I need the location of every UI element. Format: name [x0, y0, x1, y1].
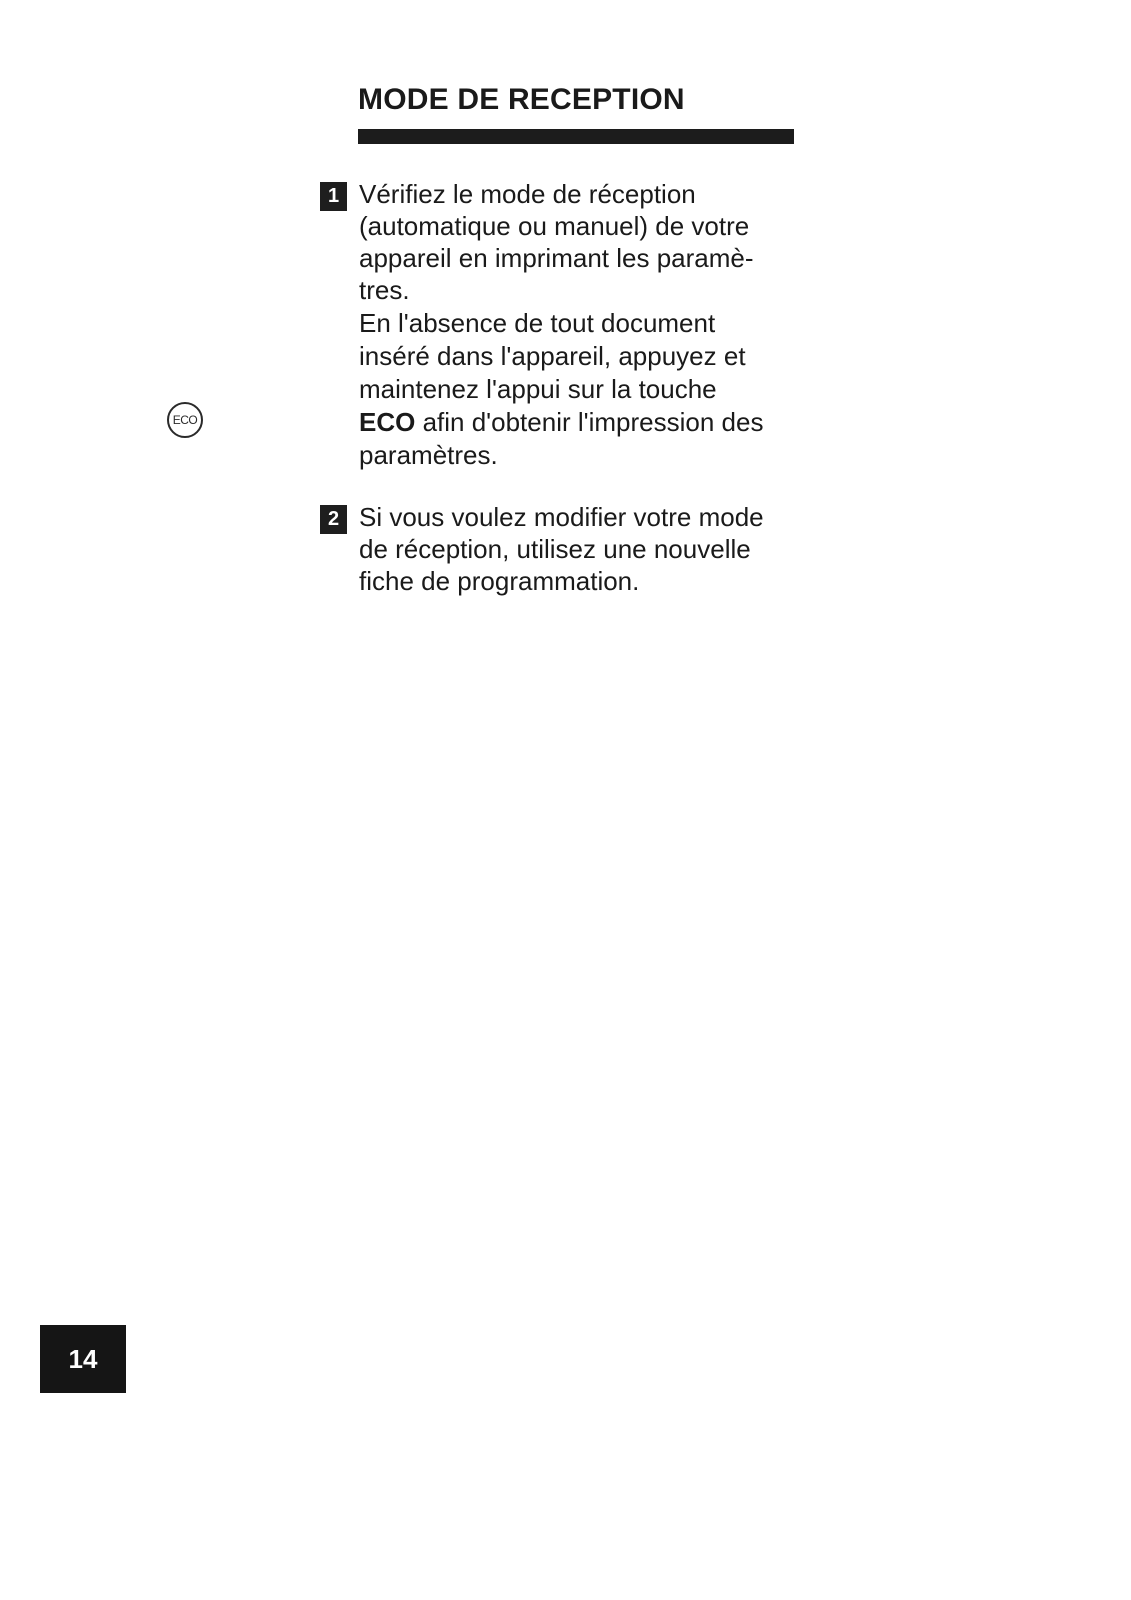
section-title: MODE DE RECEPTION	[358, 83, 685, 116]
eco-key-label: ECO	[359, 407, 416, 437]
step-1-paragraph-2	[359, 307, 800, 472]
eco-key-icon: ECO	[167, 402, 203, 438]
step-number-badge: 1	[320, 182, 347, 211]
text-line: maintenez l'appui sur la touche	[359, 374, 717, 404]
text-line: appareil en imprimant les paramè-	[359, 243, 754, 273]
text-line: fiche de programmation.	[359, 566, 640, 596]
step-number-badge: 2	[320, 505, 347, 534]
text-line: tres.	[359, 275, 410, 305]
text-line: Si vous voulez modifier votre mode	[359, 502, 764, 532]
step-1-paragraph-1	[359, 178, 800, 306]
text-line: inséré dans l'appareil, appuyez et	[359, 341, 746, 371]
step-2	[320, 501, 800, 597]
step-1	[320, 178, 800, 472]
title-underline-bar	[358, 129, 794, 144]
text-line: En l'absence de tout document	[359, 308, 716, 338]
step-2-text	[359, 501, 800, 597]
step-1-text	[359, 178, 800, 472]
text-line: de réception, utilisez une nouvelle	[359, 534, 751, 564]
step-2-paragraph	[359, 501, 800, 597]
text-line: paramètres.	[359, 440, 498, 470]
text-line: (automatique ou manuel) de votre	[359, 211, 750, 241]
text-line: afin d'obtenir l'impression des	[415, 407, 764, 437]
text-line: Vérifiez le mode de réception	[359, 179, 696, 209]
page-number: 14	[40, 1325, 126, 1393]
